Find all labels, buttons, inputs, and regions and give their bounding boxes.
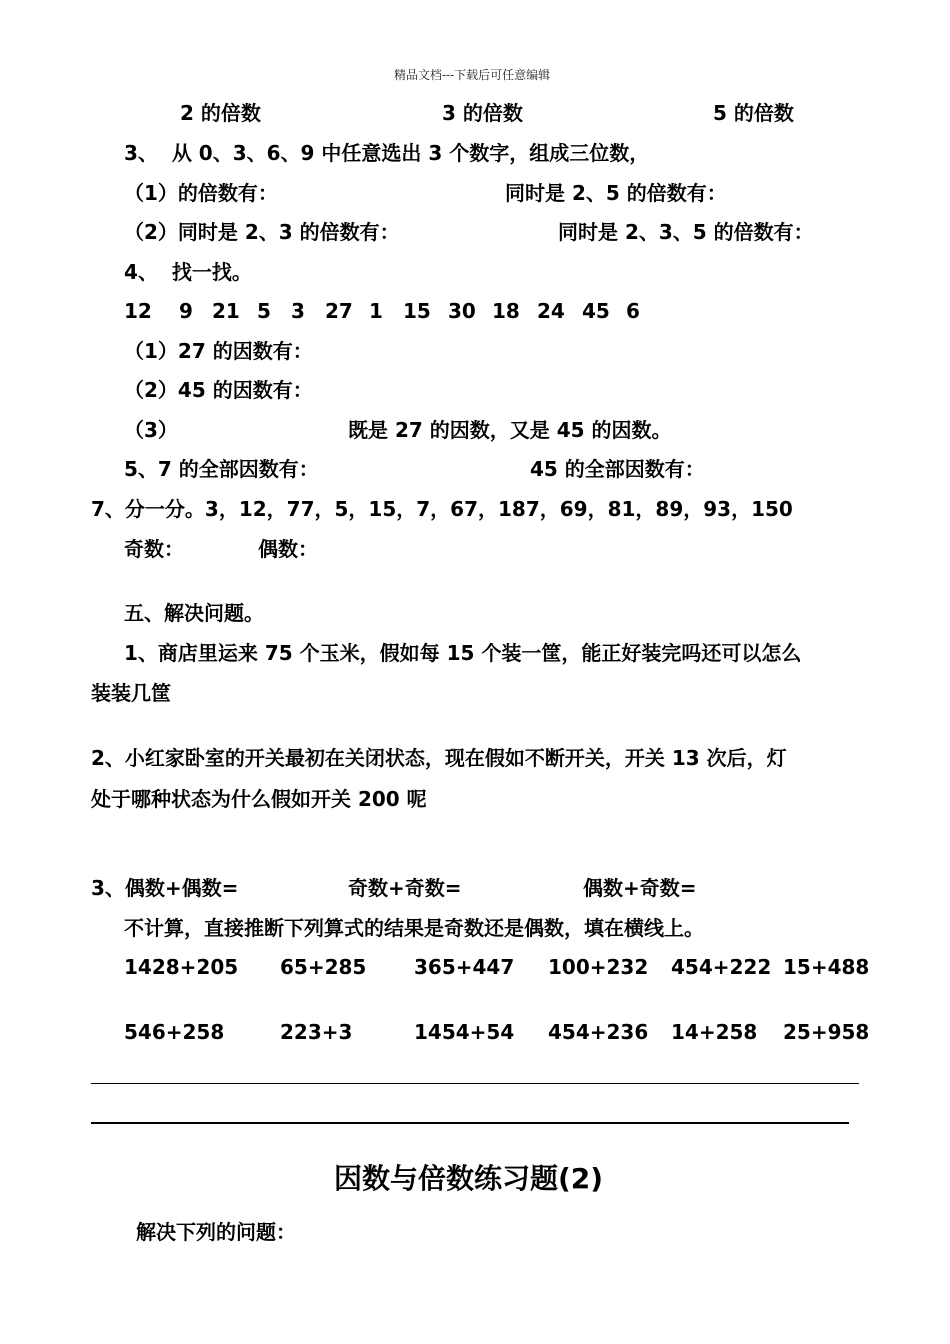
expression: 454+222: [671, 955, 772, 979]
multiples-label-5: 5 的倍数: [713, 101, 794, 125]
problem1-line1: 1、商店里运来 75 个玉米，假如每 15 个装一筐，能正好装完吗还可以怎么: [124, 641, 802, 665]
problem3-odd-odd: 奇数+奇数=: [348, 876, 462, 900]
q4-number: 6: [626, 299, 640, 323]
q5-a: 5、7 的全部因数有：: [124, 457, 319, 481]
expression: 454+236: [548, 1020, 649, 1044]
expression: 546+258: [124, 1020, 225, 1044]
q7-odd-label: 奇数：: [124, 537, 184, 561]
expression: 14+258: [671, 1020, 758, 1044]
q7-title: 7、分一分。3，12，77，5，15，7，67，187，69，81，89，93，150: [91, 497, 793, 521]
multiples-label-3: 3 的倍数: [442, 101, 523, 125]
q4-number: 1: [369, 299, 383, 323]
q4-item1: （1）27 的因数有：: [124, 339, 313, 363]
problem3-even-even: 3、偶数+偶数=: [91, 876, 239, 900]
q3-line2-b: 同时是 2、3、5 的倍数有：: [558, 220, 814, 244]
divider-line: [91, 1122, 849, 1124]
multiples-label-2: 2 的倍数: [180, 101, 261, 125]
q3-line1-a: （1）的倍数有：: [124, 181, 278, 205]
problem1-line2: 装装几筐: [91, 681, 171, 705]
q3-line1-b: 同时是 2、5 的倍数有：: [505, 181, 727, 205]
q5-b: 45 的全部因数有：: [530, 457, 705, 481]
expression: 25+958: [783, 1020, 870, 1044]
q4-number: 24: [537, 299, 565, 323]
page-title: 因数与倍数练习题(2): [334, 1162, 604, 1195]
expression: 100+232: [548, 955, 649, 979]
q4-item3-a: （3）: [124, 418, 178, 442]
q4-item3-b: 既是 27 的因数，又是 45 的因数。: [348, 418, 672, 442]
problem3-instruction: 不计算，直接推断下列算式的结果是奇数还是偶数，填在横线上。: [124, 916, 704, 940]
expression: 15+488: [783, 955, 870, 979]
q4-number: 30: [448, 299, 476, 323]
q4-number: 45: [582, 299, 610, 323]
expression: 365+447: [414, 955, 515, 979]
q4-number: 12: [124, 299, 152, 323]
expression: 1454+54: [414, 1020, 515, 1044]
q4-item2: （2）45 的因数有：: [124, 378, 313, 402]
q4-number: 5: [257, 299, 271, 323]
divider-line: [91, 1083, 859, 1084]
expression: 1428+205: [124, 955, 239, 979]
q4-number: 27: [325, 299, 353, 323]
subtitle: 解决下列的问题：: [136, 1220, 296, 1244]
q4-number: 3: [291, 299, 305, 323]
q4-title: 4、 找一找。: [124, 260, 252, 284]
expression: 65+285: [280, 955, 367, 979]
q4-number: 15: [403, 299, 431, 323]
problem2-line2: 处于哪种状态为什么假如开关 200 呢: [91, 787, 427, 811]
expression: 223+3: [280, 1020, 353, 1044]
q3-line2-a: （2）同时是 2、3 的倍数有：: [124, 220, 400, 244]
q4-number: 9: [179, 299, 193, 323]
q4-number: 21: [212, 299, 240, 323]
problem2-line1: 2、小红家卧室的开关最初在关闭状态，现在假如不断开关，开关 13 次后，灯: [91, 746, 787, 770]
problem3-even-odd: 偶数+奇数=: [583, 876, 697, 900]
q4-number: 18: [492, 299, 520, 323]
page-header: 精品文档---下载后可任意编辑: [394, 68, 551, 82]
section5-title: 五、解决问题。: [124, 601, 264, 625]
q3-title: 3、 从 0、3、6、9 中任意选出 3 个数字，组成三位数，: [124, 141, 650, 165]
q7-even-label: 偶数：: [258, 537, 318, 561]
